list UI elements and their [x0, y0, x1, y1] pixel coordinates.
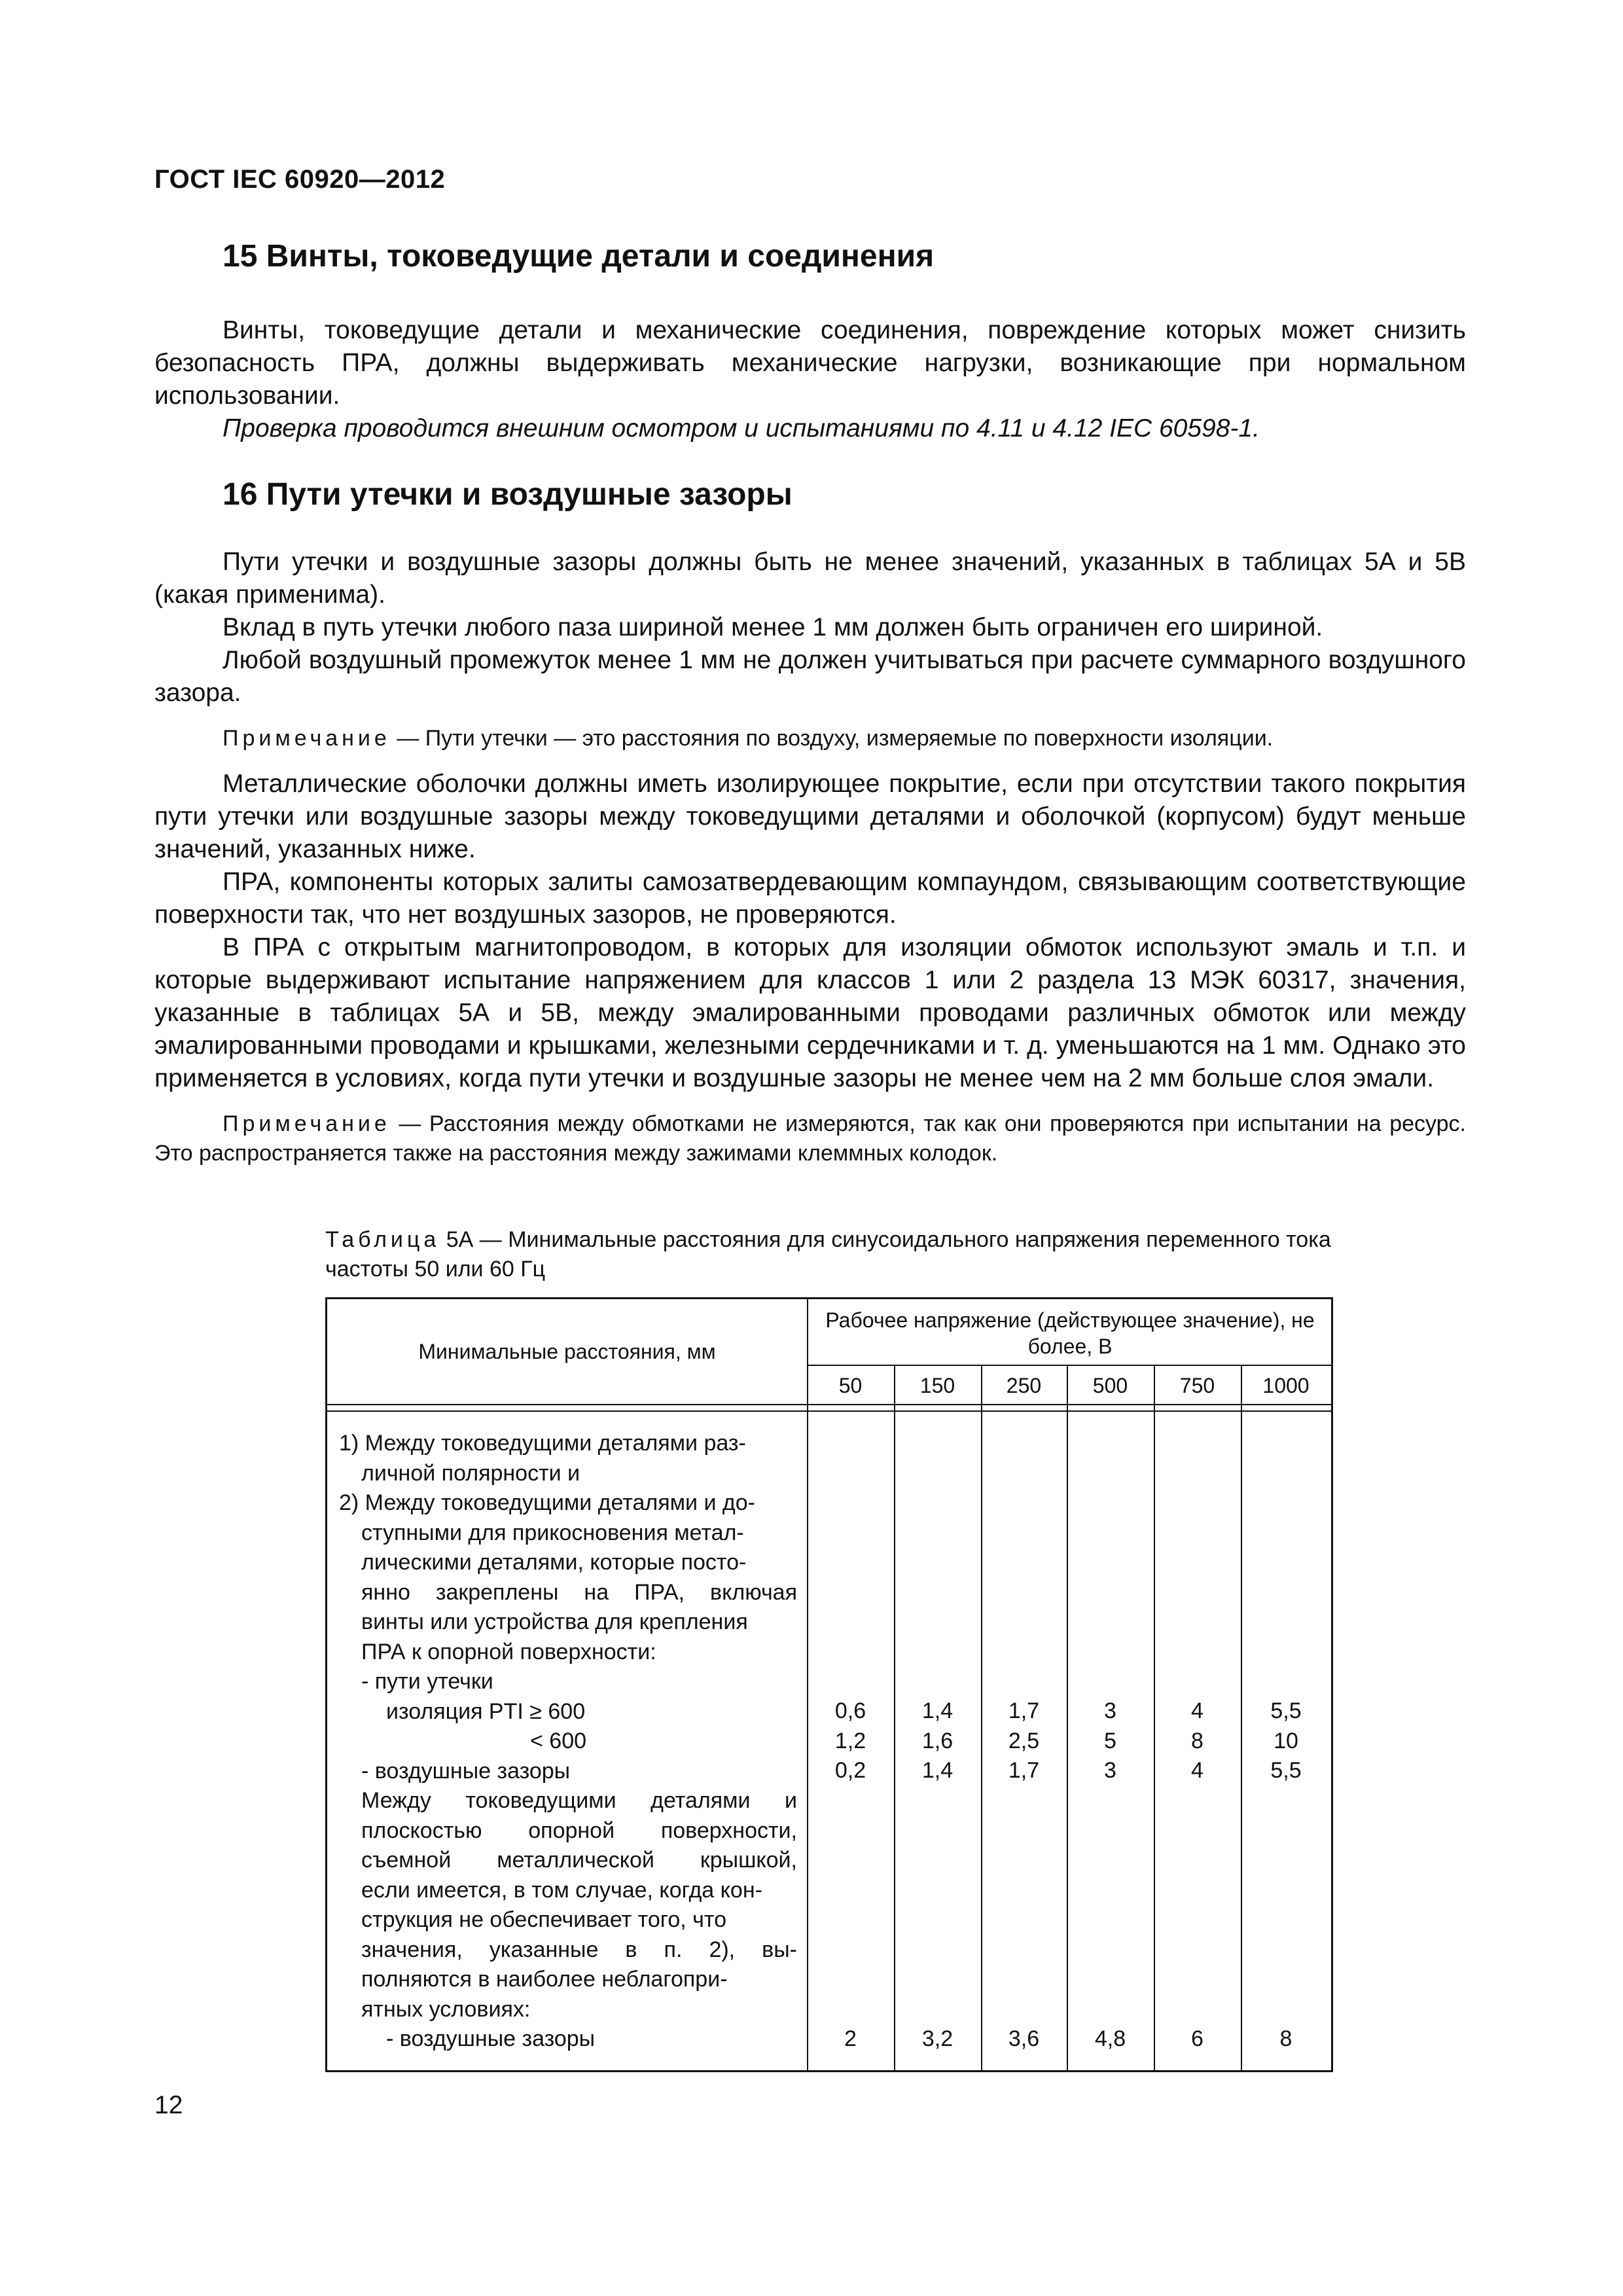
voltage-500: 500 — [1092, 1374, 1128, 1397]
value-cell: 1,4 — [921, 1758, 954, 1783]
value-cell: 1,4 — [921, 1698, 954, 1723]
note-text: — Расстояния между обмотками не измеряются, так как они проверяются при испытании на ресурс. Это распространяется также на расстояния между зажимами клеммных колодок. — [154, 1111, 1466, 1166]
value-cell: 2 — [844, 2026, 857, 2051]
page-number: 12 — [154, 2091, 183, 2119]
desc-line: струкция не обеспечивает того, что — [361, 1907, 726, 1932]
value-cell: 8 — [1279, 2026, 1293, 2051]
section-16-note-2 — [154, 1109, 1466, 1168]
value-cell: 0,6 — [834, 1698, 866, 1723]
value-cell: 1,7 — [1008, 1698, 1040, 1723]
desc-line: 2) Между токоведущими деталями и до- — [339, 1490, 755, 1515]
desc-line: винты или устройства для крепления — [361, 1609, 748, 1634]
value-cell: 2,5 — [1008, 1728, 1040, 1753]
value-cell: 0,2 — [834, 1758, 866, 1783]
desc-line: - воздушные зазоры — [361, 1758, 571, 1784]
section-16-paragraph-1: Пути утечки и воздушные зазоры должны быть не менее значений, указанных в таблицах 5А и 5В (какая применима). — [154, 548, 1466, 609]
section-15-title: 15 Винты, токоведущие детали и соединения — [223, 239, 935, 274]
value-cell: 6 — [1191, 2026, 1204, 2051]
desc-line: изоляция PTI ≥ 600 — [386, 1698, 586, 1724]
section-16-paragraph-6: В ПРА с открытым магнитопроводом, в которых для изоляции обмоток используют эмаль и т.п. и которые выдерживают испытание напряжением для классов 1 или 2 раздела 13 МЭК 60317, значения, указанные в таблицах 5А и 5В, между эмалированными проводами различных обмоток или между эмалированными проводами и крышками, железными сердечниками и т. д. уменьшаются на 1 мм. Однако это применяется в условиях, когда пути утечки и воздушные зазоры не менее чем на 2 мм больше слоя эмали. — [154, 933, 1466, 1092]
table-5a — [325, 1297, 1333, 2072]
voltage-150: 150 — [919, 1374, 955, 1397]
table-caption-text: 5А — Минимальные расстояния для синусоидального напряжения переменного тока частоты 50 или 60 Гц — [325, 1227, 1331, 1282]
value-cell: 1,7 — [1008, 1758, 1040, 1783]
table-caption — [325, 1225, 1333, 1284]
note-label: Примечание — [223, 726, 391, 751]
value-cell: 3,6 — [1008, 2026, 1040, 2051]
desc-line: ятных условиях: — [361, 1996, 531, 2022]
table-grid-line — [327, 1404, 1331, 1405]
desc-line: ступными для прикосновения метал- — [361, 1520, 744, 1545]
section-15-paragraph-2: Проверка проводится внешним осмотром и испытаниями по 4.11 и 4.12 IEC 60598-1. — [223, 414, 1260, 442]
voltage-50: 50 — [838, 1374, 863, 1397]
desc-line: полняются в наиболее неблагопри- — [361, 1967, 728, 1992]
section-15-paragraph-1: Винты, токоведущие детали и механические соединения, повреждение которых может снизить безопасность ПРА, должны выдерживать механические нагрузки, возникающие при нормальном использовании. — [154, 316, 1466, 410]
values-col-500 — [1067, 1696, 1154, 1786]
value-cell: 10 — [1274, 1728, 1298, 1753]
section-16-paragraph-3: Любой воздушный промежуток менее 1 мм не должен учитываться при расчете суммарного воздушного зазора. — [154, 646, 1466, 707]
section-16-paragraph-2: Вклад в путь утечки любого паза шириной менее 1 мм должен быть ограничен его шириной. — [223, 613, 1323, 641]
values-col-250 — [981, 1696, 1067, 1786]
voltage-750: 750 — [1179, 1374, 1215, 1397]
value-cell: 1,6 — [921, 1728, 954, 1753]
voltage-1000: 1000 — [1262, 1374, 1310, 1397]
value-cell: 1,2 — [834, 1728, 866, 1753]
value-cell: 4,8 — [1094, 2026, 1126, 2051]
voltage-250: 250 — [1006, 1374, 1042, 1397]
values-col-750 — [1154, 1696, 1241, 1786]
value-cell: 4 — [1191, 1758, 1204, 1783]
note-label: Примечание — [223, 1111, 391, 1136]
section-16-paragraph-4: Металлические оболочки должны иметь изолирующее покрытие, если при отсутствии такого покрытия пути утечки или воздушные зазоры между токоведущими деталями и оболочкой (корпусом) будут меньше значений, указанных ниже. — [154, 770, 1466, 863]
value-cell: 5,5 — [1270, 1758, 1302, 1783]
desc-line: янно закреплены на ПРА, включая — [361, 1579, 797, 1605]
table-description — [339, 1429, 797, 2054]
values-col-150 — [894, 1696, 981, 1786]
table-grid-line — [807, 1365, 1331, 1366]
desc-line: если имеется, в том случае, когда кон- — [361, 1877, 762, 1903]
desc-line: личной полярности и — [361, 1460, 580, 1486]
desc-line: лическими деталями, которые посто- — [361, 1550, 747, 1575]
document-body — [154, 237, 1466, 1183]
table-grid-line — [327, 1410, 1331, 1412]
value-cell: 3 — [1104, 1698, 1116, 1723]
value-cell: 3 — [1104, 1758, 1116, 1783]
desc-line: < 600 — [530, 1729, 587, 1753]
document-header: ГОСТ IEC 60920—2012 — [154, 165, 446, 194]
table-grid-line — [807, 1299, 808, 2070]
note-text: — Пути утечки — это расстояния по воздуху, измеряемые по поверхности изоляции. — [390, 726, 1274, 751]
values-col-50 — [807, 1696, 894, 1786]
desc-line: Между токоведущими деталями и — [361, 1788, 797, 1813]
value-cell: 3,2 — [921, 2026, 954, 2051]
value-cell: 5 — [1104, 1728, 1116, 1753]
section-16-paragraph-5: ПРА, компоненты которых залиты самозатвердевающим компаундом, связывающим соответствующие поверхности так, что нет воздушных зазоров, не проверяются. — [154, 868, 1466, 929]
desc-line: ПРА к опорной поверхности: — [361, 1639, 656, 1664]
section-16-note-1 — [154, 724, 1466, 753]
table-header-distances: Минимальные расстояния, мм — [418, 1340, 716, 1363]
desc-line: плоскостью опорной поверхности, — [361, 1818, 797, 1843]
desc-line: значения, указанные в п. 2), вы- — [361, 1937, 797, 1962]
table-caption-label: Таблица — [325, 1227, 440, 1252]
desc-line: - пути утечки — [361, 1669, 493, 1694]
section-16-title: 16 Пути утечки и воздушные зазоры — [223, 477, 793, 512]
table-header-voltage: Рабочее напряжение (действующее значение), не более, В — [825, 1308, 1315, 1358]
values-col-1000 — [1241, 1696, 1331, 1786]
value-cell: 8 — [1191, 1728, 1204, 1753]
value-cell: 4 — [1191, 1698, 1204, 1723]
desc-line: 1) Между токоведущими деталями раз- — [339, 1431, 746, 1456]
desc-line: - воздушные зазоры — [386, 2026, 596, 2051]
desc-line: съемной металлической крышкой, — [361, 1848, 797, 1873]
value-cell: 5,5 — [1270, 1698, 1302, 1723]
